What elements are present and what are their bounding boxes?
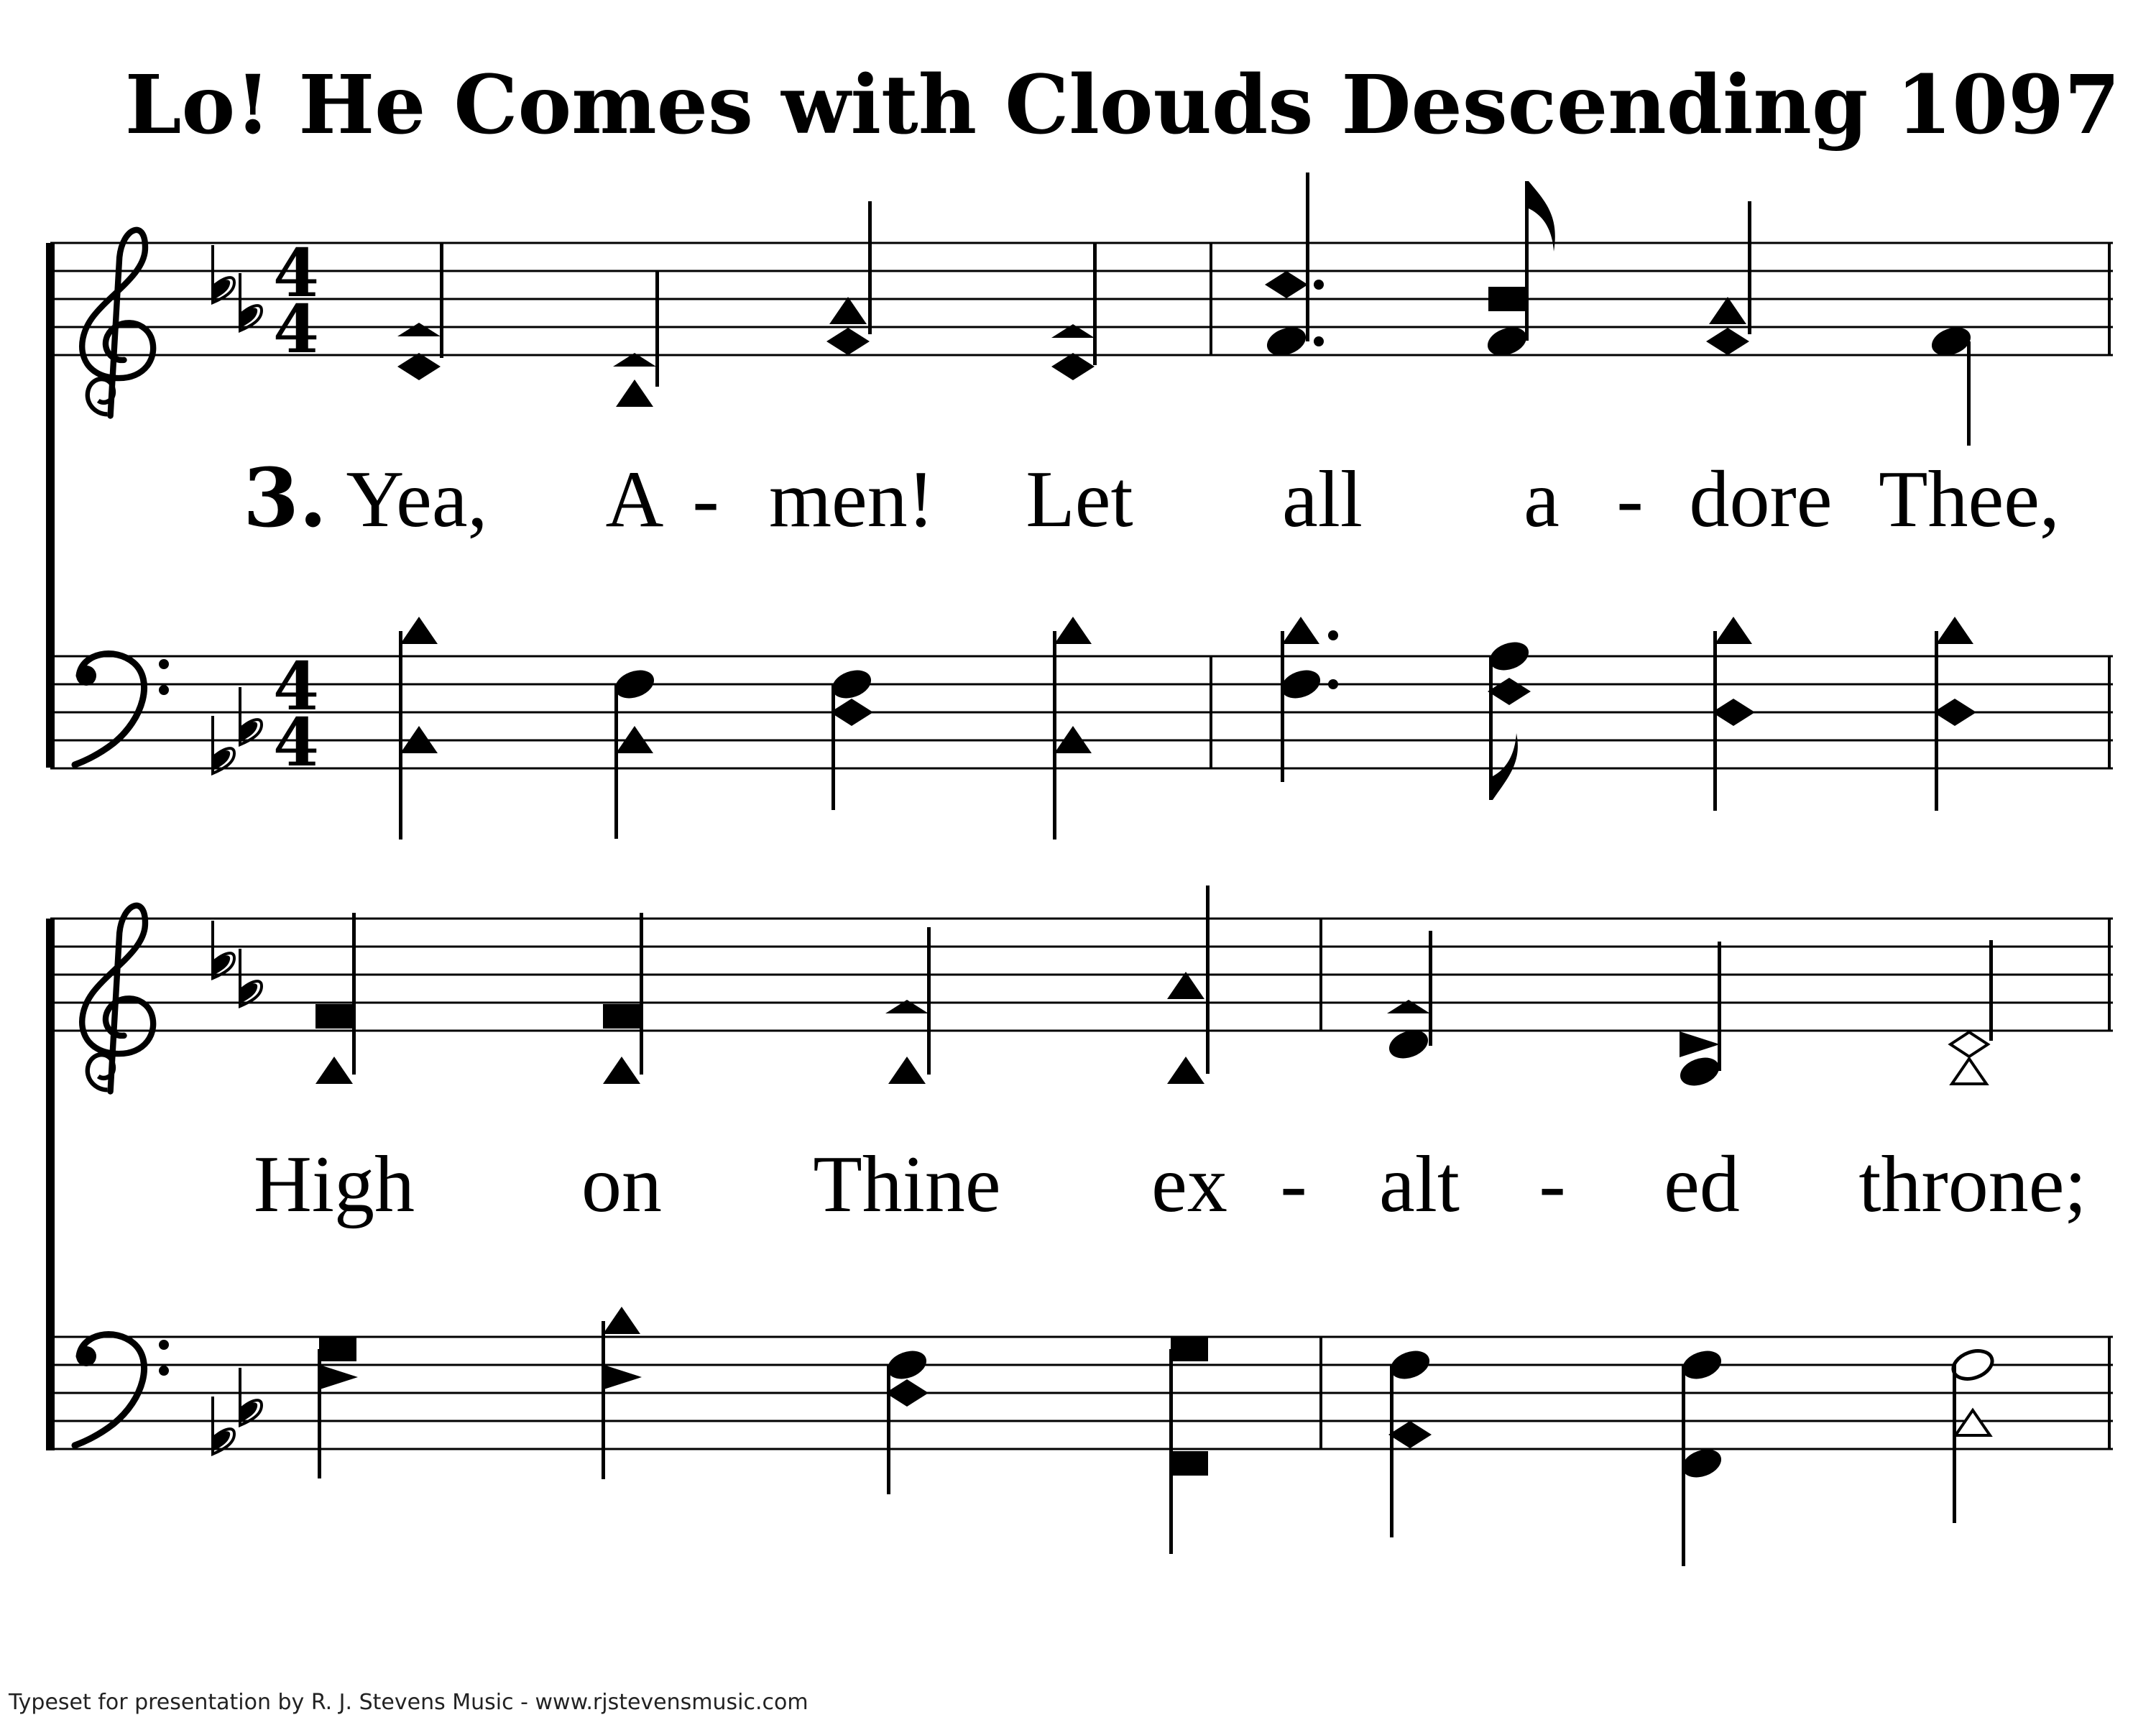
flat-icon — [213, 921, 234, 978]
lyric-syllable: all — [1282, 455, 1363, 544]
flat-icon — [240, 949, 262, 1006]
lyric-syllable: Thine — [813, 1140, 1001, 1229]
flat-icon — [240, 1368, 262, 1425]
lyric-syllable: men! — [768, 455, 935, 544]
flat-icon — [240, 273, 262, 331]
hymn-title: Lo! He Comes with Clouds Descending 1097 — [124, 58, 2120, 152]
bass-staff-2 — [50, 1337, 2113, 1449]
lyric-syllable: dore — [1689, 455, 1833, 544]
lyric-hyphen: - — [1539, 1140, 1566, 1229]
note-single — [1928, 323, 1975, 446]
flat-icon — [213, 245, 234, 303]
note-chord — [1053, 617, 1092, 840]
note-chord — [397, 243, 443, 380]
flat-icon — [213, 716, 234, 773]
bass-notes-2 — [318, 1307, 1996, 1566]
note-chord — [829, 666, 875, 810]
treble-notes-1 — [397, 172, 1974, 446]
bass-clef-icon — [75, 654, 169, 765]
note-chord — [1169, 1337, 1208, 1554]
system-bracket — [46, 243, 55, 768]
note-chord — [1278, 617, 1338, 782]
lyric-syllable: ed — [1664, 1140, 1740, 1229]
lyric-syllable: ex — [1151, 1140, 1227, 1229]
lyric-syllable: on — [581, 1140, 662, 1229]
system-bracket — [46, 919, 55, 1450]
note-chord — [1051, 243, 1097, 380]
footer-credit: Typeset for presentation by R. J. Stevens Music - www.rjstevensmusic.com — [9, 1690, 808, 1715]
bass-clef-icon — [75, 1335, 169, 1445]
lyric-syllable: alt — [1379, 1140, 1460, 1229]
lyric-hyphen: - — [692, 455, 719, 544]
time-sig-bottom: 4 — [272, 704, 320, 781]
note-chord — [1950, 1346, 1996, 1523]
treble-notes-2 — [315, 886, 1993, 1090]
note-chord — [399, 617, 438, 840]
time-sig-top: 4 — [272, 648, 320, 725]
verse-number: 3. — [243, 451, 327, 546]
flat-icon — [240, 687, 262, 745]
lyric-hyphen: - — [1280, 1140, 1307, 1229]
lyric-syllable: throne; — [1858, 1140, 2087, 1229]
note-chord — [1712, 617, 1755, 811]
lyric-syllable: Let — [1026, 455, 1133, 544]
time-sig-top: 4 — [272, 234, 320, 312]
treble-staff-1 — [50, 243, 2113, 355]
note-chord — [1933, 617, 1976, 811]
treble-clef-icon — [82, 906, 153, 1092]
note-chord — [885, 927, 931, 1084]
system-2 — [46, 886, 2113, 1566]
note-chord — [612, 666, 658, 839]
flat-icon — [213, 1397, 234, 1454]
note-chord — [1486, 638, 1533, 800]
note-chord — [1677, 942, 1723, 1090]
lyrics-line-2 — [254, 1140, 2087, 1229]
lyric-syllable: A — [605, 455, 664, 544]
note-chord — [1263, 172, 1324, 360]
lyric-syllable: Thee, — [1879, 455, 2060, 544]
system-1 — [46, 172, 2113, 840]
note-chord — [1679, 1346, 1726, 1566]
lyric-syllable: a — [1524, 455, 1560, 544]
note-chord — [318, 1337, 358, 1478]
note-chord — [1387, 1346, 1434, 1537]
note-chord — [1706, 201, 1751, 355]
note-chord — [1950, 940, 1993, 1084]
note-chord — [826, 201, 872, 355]
bass-notes-1 — [399, 617, 1976, 840]
lyric-syllable: High — [254, 1140, 415, 1229]
note-chord — [315, 913, 356, 1084]
treble-staff-2 — [50, 919, 2113, 1031]
time-sig-bottom: 4 — [272, 290, 320, 368]
note-chord — [1386, 931, 1432, 1063]
note-chord — [603, 913, 643, 1084]
lyric-hyphen: - — [1616, 455, 1644, 544]
lyrics-line-1 — [243, 451, 2060, 546]
note-chord — [613, 272, 659, 407]
treble-clef-icon — [82, 230, 153, 416]
lyric-syllable: Yea, — [346, 455, 488, 544]
note-chord — [1167, 886, 1210, 1084]
